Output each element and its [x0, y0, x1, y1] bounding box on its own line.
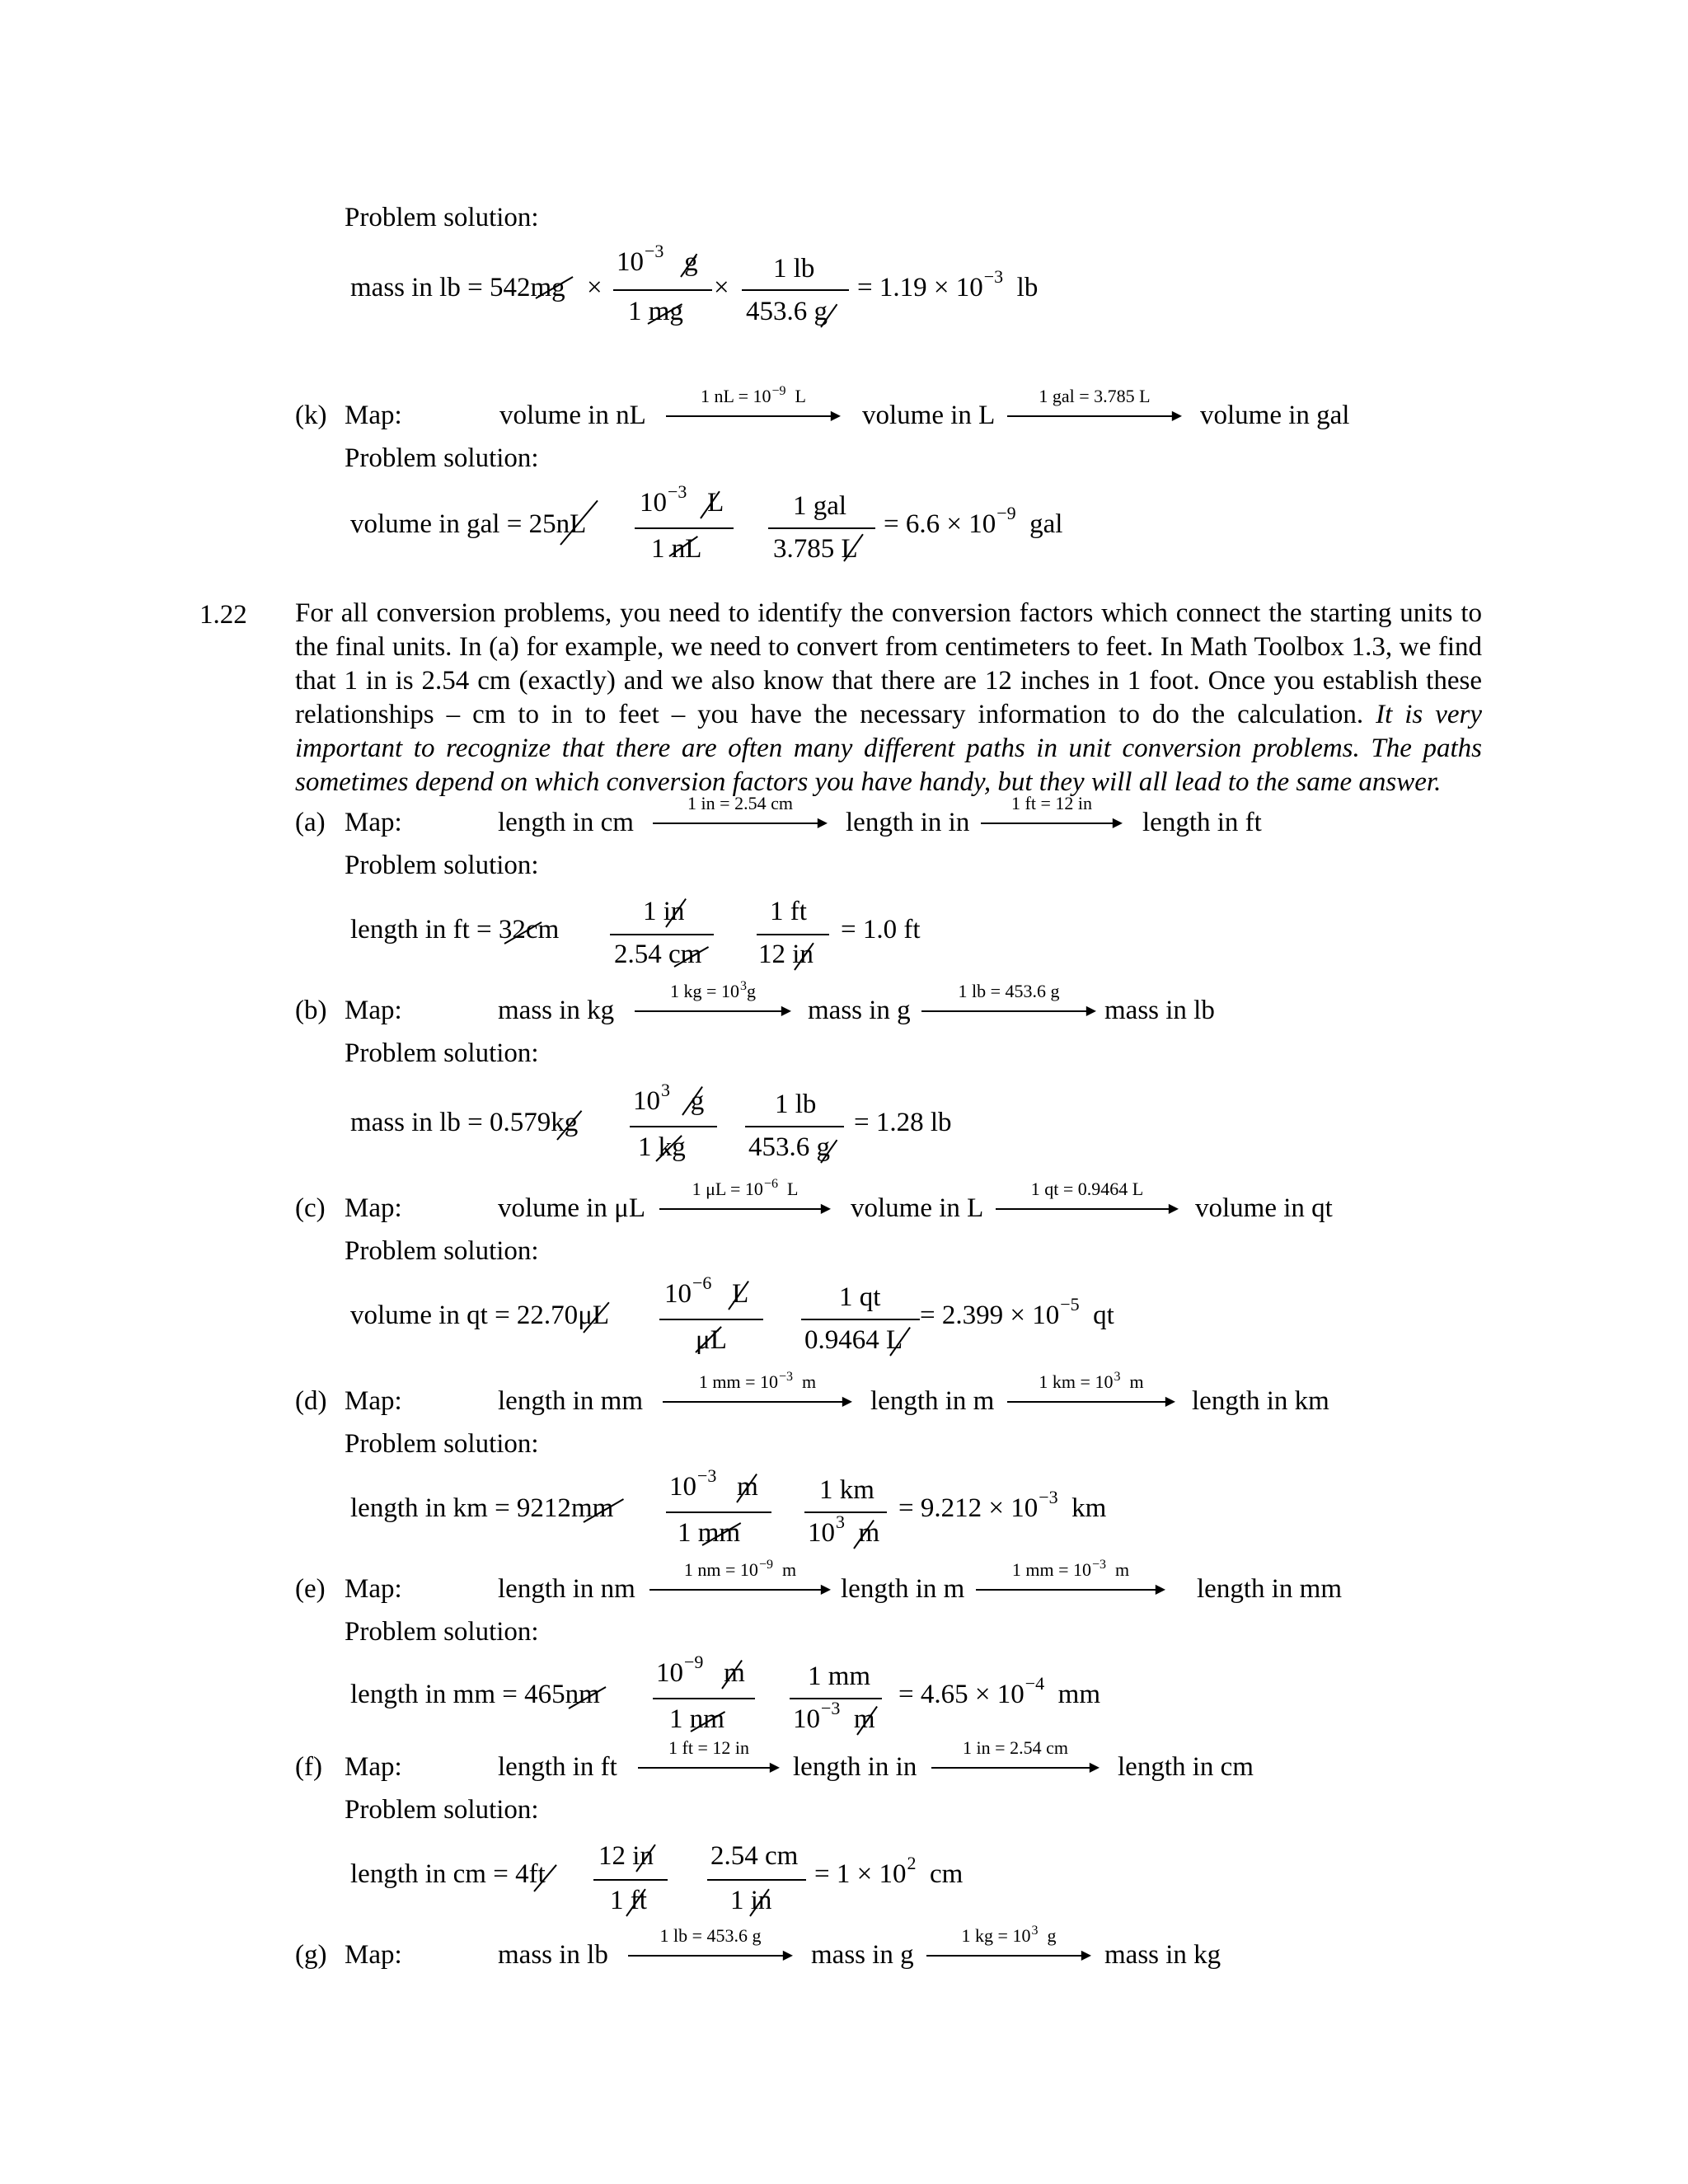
solution-label-c: Problem solution: — [345, 1236, 539, 1266]
fraction-bar — [757, 934, 829, 935]
map-end: mass in kg — [1104, 1940, 1221, 1970]
fraction-numerator: 1 lb — [775, 1090, 817, 1119]
conversion-arrow: 1 nL = $10^{-9}$ L ▶ — [666, 387, 841, 424]
map-mid: volume in L — [862, 401, 996, 430]
map-label: Map: — [345, 1940, 402, 1970]
fraction-numerator: 12 in — [598, 1841, 654, 1871]
fraction-denominator: 1 nL — [651, 534, 702, 564]
map-mid: volume in L — [851, 1193, 984, 1223]
solution-label-b: Problem solution: — [345, 1038, 539, 1068]
equation-lhs-c: volume in qt = 22.70μL — [350, 1301, 610, 1330]
result: = $2.399 \times 10^{-5}$ qt — [920, 1294, 1114, 1330]
result: = $4.65 \times 10^{-4}$ mm — [898, 1673, 1100, 1709]
item-label-g: (g) — [295, 1940, 327, 1970]
fraction-bar — [593, 1879, 668, 1881]
fraction-numerator: 1 qt — [839, 1282, 881, 1312]
map-start: length in ft — [498, 1752, 617, 1782]
item-label-d: (d) — [295, 1386, 327, 1416]
result: = $1.19 \times 10^{-3}$ lb — [857, 266, 1039, 302]
fraction-denominator: 1 mg — [628, 297, 683, 326]
fraction-denominator: 1 kg — [638, 1132, 686, 1162]
item-label-f: (f) — [295, 1752, 322, 1782]
fraction-bar — [630, 1126, 717, 1127]
conversion-arrow: 1 lb = 453.6 g ▶ — [628, 1927, 793, 1963]
fraction-numerator: 1 mm — [808, 1661, 871, 1691]
fraction-denominator: 2.54 cm — [614, 940, 702, 969]
equation-lhs-k: volume in gal = 25nL — [350, 509, 587, 539]
map-start: length in cm — [498, 808, 634, 837]
conversion-arrow: 1 qt = 0.9464 L ▶ — [996, 1180, 1179, 1216]
result: = $1 \times 10^2$ cm — [814, 1853, 964, 1889]
solution-label-j: Problem solution: — [345, 203, 539, 232]
map-end: length in mm — [1197, 1574, 1342, 1604]
map-start: mass in kg — [498, 996, 615, 1025]
conversion-arrow: 1 in = 2.54 cm ▶ — [931, 1739, 1100, 1775]
map-mid: length in m — [841, 1574, 965, 1604]
fraction-numerator: 1 lb — [773, 254, 815, 284]
conversion-arrow: 1 mm = $10^{-3}$ m ▶ — [663, 1373, 852, 1409]
item-label-e: (e) — [295, 1574, 326, 1604]
fraction-bar — [745, 1126, 844, 1127]
fraction-bar — [707, 1879, 806, 1881]
solution-label-e: Problem solution: — [345, 1617, 539, 1647]
fraction-bar — [613, 289, 712, 291]
map-label: Map: — [345, 1752, 402, 1782]
conversion-arrow: 1 mm = $10^{-3}$ m ▶ — [976, 1561, 1165, 1597]
map-label: Map: — [345, 808, 402, 837]
fraction-denominator: 1 in — [730, 1886, 772, 1915]
map-end: mass in lb — [1104, 996, 1215, 1025]
solution-label-a: Problem solution: — [345, 851, 539, 880]
problem-text: For all conversion problems, you need to identify the conversion factors which connect the starting units to the final units. In (a) for example, we need to convert from centimeters to feet. In Math Toolbox 1.3, we find that 1 in is 2.54 cm (exactly) and we also know that there are 12 inches in 1 foot. Once you establish these relationships – cm to in to feet – you have the necessary information to do the calculation. It is very important to recognize that there are often many different paths in unit conversion problems. The paths sometimes depend on which conversion factors you have handy, but they will all lead to the same answer. — [295, 598, 1483, 797]
fraction-numerator: 1 ft — [770, 897, 807, 926]
fraction-bar — [653, 1698, 755, 1699]
solution-label-d: Problem solution: — [345, 1429, 539, 1459]
fraction-numerator: $10^{-6}$ L — [664, 1272, 749, 1309]
result: = $6.6 \times 10^{-9}$ gal — [884, 503, 1063, 539]
solution-label-k: Problem solution: — [345, 443, 539, 473]
map-end: volume in qt — [1195, 1193, 1333, 1223]
solution-label-f: Problem solution: — [345, 1795, 539, 1825]
item-label-c: (c) — [295, 1193, 326, 1223]
equation-lhs-a: length in ft = 32cm — [350, 915, 560, 944]
result: = 1.0 ft — [841, 915, 921, 944]
fraction-numerator: $10^{-3}$ g — [617, 241, 698, 277]
fraction-denominator: μL — [696, 1325, 727, 1355]
fraction-numerator: 1 in — [643, 897, 685, 926]
fraction-denominator: 1 mm — [678, 1518, 741, 1548]
times-sign: × — [587, 273, 603, 302]
conversion-arrow: 1 $\mu L = 10^{-6}$ L ▶ — [659, 1180, 831, 1216]
result: = 1.28 lb — [854, 1108, 952, 1137]
conversion-arrow: 1 lb = 453.6 g ▶ — [921, 982, 1096, 1019]
equation-lhs-j: mass in lb = 542mg — [350, 273, 565, 302]
fraction-numerator: 1 km — [819, 1475, 874, 1505]
fraction-denominator: 0.9464 L — [804, 1325, 903, 1355]
map-label: Map: — [345, 1574, 402, 1604]
fraction-denominator: 453.6 g — [748, 1132, 830, 1162]
map-mid: length in m — [870, 1386, 995, 1416]
fraction-numerator: 1 gal — [793, 491, 847, 521]
map-end: volume in gal — [1200, 401, 1350, 430]
equation-lhs-e: length in mm = 465nm — [350, 1680, 600, 1709]
map-label: Map: — [345, 996, 402, 1025]
fraction-denominator: 12 in — [758, 940, 814, 969]
map-mid: mass in g — [811, 1940, 914, 1970]
conversion-arrow: 1 nm = $10^{-9}$ m ▶ — [649, 1561, 831, 1597]
map-start: length in nm — [498, 1574, 635, 1604]
conversion-arrow: 1 gal = 3.785 L ▶ — [1007, 387, 1182, 424]
fraction-numerator: $10^{-3}$ m — [669, 1465, 758, 1502]
fraction-numerator: $10^{-3}$ L — [640, 481, 724, 518]
map-mid: length in in — [846, 808, 970, 837]
map-end: length in cm — [1118, 1752, 1254, 1782]
problem-number: 1.22 — [199, 600, 247, 630]
equation-lhs-f: length in cm = 4ft — [350, 1859, 546, 1889]
conversion-arrow: 1 km = $10^3$ m ▶ — [1007, 1373, 1175, 1409]
fraction-bar — [659, 1319, 763, 1320]
item-label-a: (a) — [295, 808, 326, 837]
conversion-arrow: 1 ft = 12 in ▶ — [981, 794, 1123, 831]
map-start: mass in lb — [498, 1940, 608, 1970]
fraction-bar — [801, 1319, 920, 1320]
item-label-k: (k) — [295, 401, 327, 430]
fraction-denominator: 1 ft — [610, 1886, 647, 1915]
fraction-numerator: $10^3$ g — [633, 1080, 705, 1116]
map-start: volume in nL — [499, 401, 646, 430]
result: = $9.212 \times 10^{-3}$ km — [898, 1487, 1107, 1523]
fraction-bar — [666, 1511, 771, 1513]
fraction-denominator: 453.6 g — [746, 297, 828, 326]
map-end: length in km — [1192, 1386, 1329, 1416]
map-label: Map: — [345, 1386, 402, 1416]
map-mid: mass in g — [808, 996, 911, 1025]
times-sign: × — [714, 273, 729, 302]
item-label-b: (b) — [295, 996, 327, 1025]
equation-lhs-d: length in km = 9212mm — [350, 1493, 614, 1523]
fraction-bar — [742, 289, 849, 291]
fraction-bar — [635, 527, 734, 529]
conversion-arrow: 1 kg = $10^3g$ ▶ — [635, 982, 791, 1019]
equation-lhs-b: mass in lb = 0.579kg — [350, 1108, 579, 1137]
fraction-denominator: 3.785 L — [773, 534, 858, 564]
fraction-denominator: $10^{-3}$ m — [793, 1698, 875, 1734]
fraction-bar — [610, 934, 714, 935]
map-start: volume in μL — [498, 1193, 646, 1223]
fraction-denominator: 1 nm — [669, 1704, 724, 1734]
map-label: Map: — [345, 401, 402, 430]
fraction-bar — [804, 1511, 887, 1513]
map-end: length in ft — [1142, 808, 1262, 837]
fraction-bar — [768, 527, 875, 529]
fraction-numerator: $10^{-9}$ m — [656, 1652, 745, 1688]
map-start: length in mm — [498, 1386, 643, 1416]
map-mid: length in in — [793, 1752, 917, 1782]
fraction-denominator: $10^3$ m — [808, 1511, 880, 1548]
conversion-arrow: 1 in = 2.54 cm ▶ — [653, 794, 828, 831]
conversion-arrow: 1 ft = 12 in ▶ — [638, 1739, 780, 1775]
map-label: Map: — [345, 1193, 402, 1223]
fraction-numerator: 2.54 cm — [710, 1841, 799, 1871]
conversion-arrow: 1 kg = $10^3$ g ▶ — [926, 1927, 1091, 1963]
